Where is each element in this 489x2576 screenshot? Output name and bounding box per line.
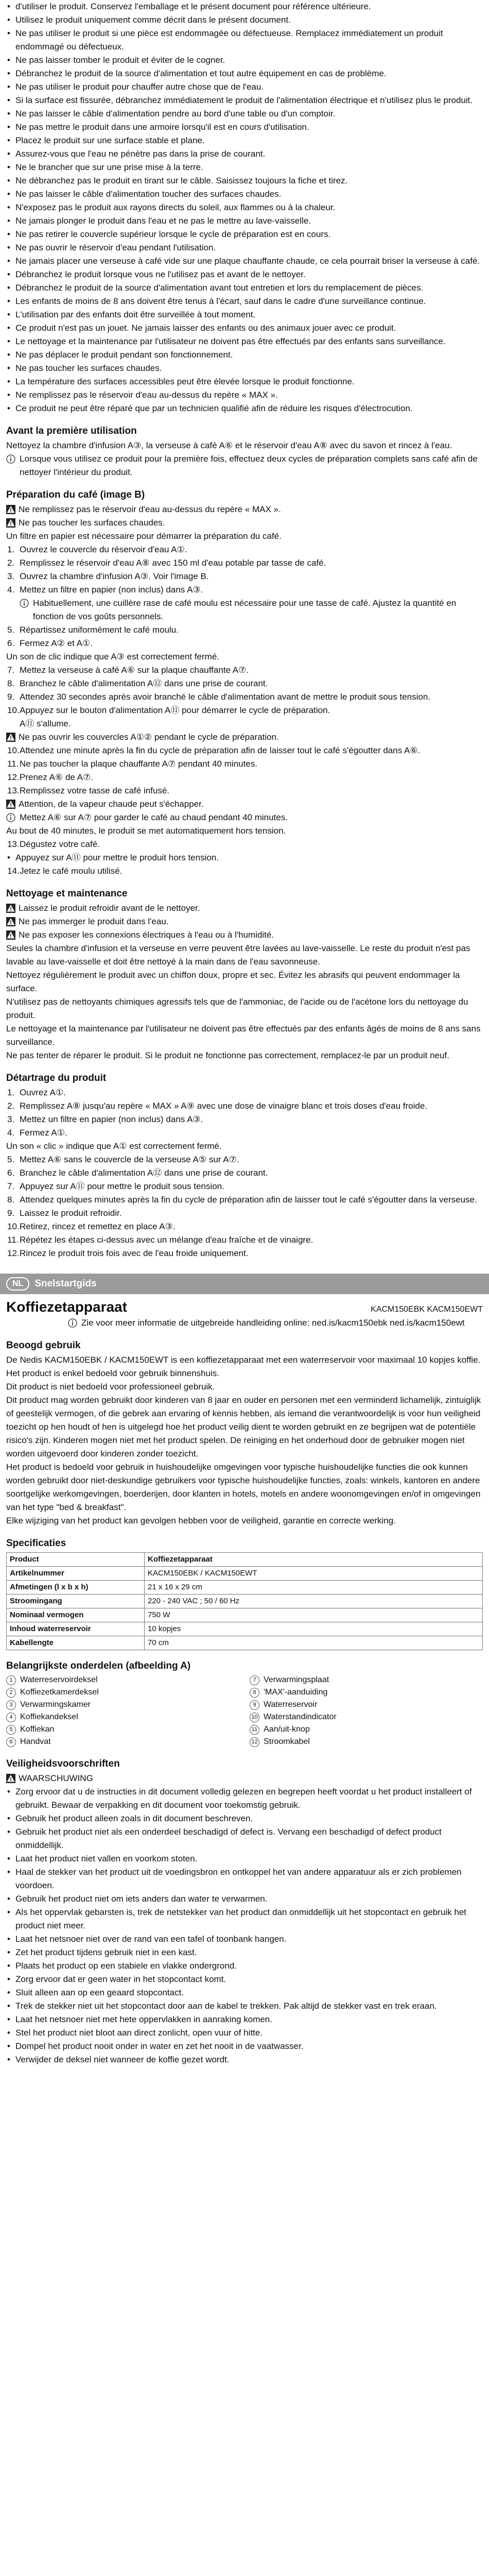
warning-line	[6, 1772, 483, 1785]
part-label: Waterreservoirdeksel	[20, 1675, 98, 1684]
warning-line	[6, 516, 483, 530]
list-item: • Ne pas laisser tomber le produit et éviter de le cogner.	[6, 54, 483, 67]
intended-use-paragraph: De Nedis KACM150EBK / KACM150EWT is een koffiezetapparaat met een waterreservoir voor maximaal 10 kopjes koffie.	[6, 1355, 481, 1365]
nl-safety-list	[6, 1785, 483, 2066]
step-item: Remplissez le réservoir d'eau A⑧ avec 150 ml d'eau potable par tasse de café.	[20, 558, 326, 568]
prep-steps	[6, 543, 483, 597]
list-item: • Gebruik het product niet als een onderdeel beschadigd of defect is. Vervang een beschadigd of defect product onmiddellijk.	[6, 1825, 483, 1852]
lights-text: A⑪ s'allume.	[20, 719, 71, 728]
warning-line	[6, 731, 483, 744]
list-item: • La température des surfaces accessibles peut être élevée lorsque le produit fonctionne.	[6, 375, 483, 388]
list-item: • Gebruik het product niet om iets anders dan water te verwarmen.	[6, 1892, 483, 1906]
specifications-table	[6, 1552, 483, 1650]
intended-use-paragraph: Dit product is niet bedoeld voor professioneel gebruik.	[6, 1382, 215, 1392]
list-item: • Zorg ervoor dat u de instructies in dit document volledig gelezen en begrepen heeft voordat u het product installeert of gebruikt. Bewaar de verpakking en dit document voor toekomstig gebruik.	[6, 1785, 483, 1812]
cleaning-paragraph: Le nettoyage et la maintenance par l'utilisateur ne doivent pas être effectués par des enfants âgés de moins de 8 ans sans surveillance.	[6, 1024, 481, 1047]
step-item: Retirez, rincez et remettez en place A③.	[20, 1222, 176, 1231]
list-item: • Placez le produit sur une surface stable et plane.	[6, 134, 483, 147]
part-number: 6	[6, 1737, 16, 1747]
part-number: 3	[6, 1700, 16, 1710]
list-item: • Zet het product tijdens gebruik niet in een kast.	[6, 1946, 483, 1959]
product-header	[6, 1298, 483, 1316]
list-item: • Ne remplissez pas le réservoir d'eau au-dessus du repère « MAX ».	[6, 388, 483, 402]
warning-line	[6, 902, 483, 915]
prep-intro: Un filtre en papier est nécessaire pour démarrer la préparation du café.	[6, 531, 282, 541]
prep-steps	[6, 838, 483, 851]
list-item: • Ne pas toucher les surfaces chaudes.	[6, 362, 483, 375]
spec-label: Kabellengte	[7, 1636, 145, 1650]
spec-value: KACM150EBK / KACM150EWT	[145, 1567, 483, 1581]
language-section-bar	[0, 1274, 489, 1294]
warning-line	[6, 928, 483, 942]
step-item: Attendez une minute après la fin du cycle de préparation afin de laisser tout le café s'égoutter dans A⑥.	[20, 745, 421, 755]
first-use-heading: Avant la première utilisation	[6, 426, 137, 436]
warning-icon	[6, 917, 15, 926]
list-item: • Dompel het product nooit onder in water en zet het nooit in de vaatwasser.	[6, 2040, 483, 2053]
part-item	[6, 1736, 239, 1748]
safety-heading: Veiligheidsvoorschriften	[6, 1758, 120, 1769]
list-item: • Sluit alleen aan op een geaard stopcontact.	[6, 1986, 483, 1999]
part-number: 5	[6, 1725, 16, 1735]
list-item: • Débranchez le produit lorsque vous ne l'utilisez pas et avant de le nettoyer.	[6, 268, 483, 281]
descale-steps	[6, 1086, 483, 1140]
descale-steps	[6, 1153, 483, 1260]
list-item: • Débranchez le produit de la source d'alimentation et tout autre équipement en cas de problème.	[6, 67, 483, 80]
table-header-row	[7, 1553, 483, 1567]
spec-value: 220 - 240 VAC ; 50 / 60 Hz	[145, 1595, 483, 1608]
step-item: Dégustez votre café.	[20, 839, 100, 849]
list-item: • d'utiliser le produit. Conservez l'emballage et le présent document pour référence ultérieure.	[6, 0, 483, 13]
list-item: • Ne débranchez pas le produit en tirant sur le câble. Saisissez toujours la fiche et tirez.	[6, 174, 483, 188]
section-title: Snelstartgids	[34, 1278, 97, 1289]
descale-heading: Détartrage du produit	[6, 1073, 107, 1083]
info-icon	[6, 454, 15, 464]
info-icon	[6, 813, 15, 822]
list-item: • Ne pas utiliser le produit pour chauffer autre chose que de l'eau.	[6, 80, 483, 94]
part-item	[250, 1686, 483, 1699]
product-title: Koffiezetapparaat	[6, 1299, 127, 1315]
step-item: Laissez le produit refroidir.	[20, 1208, 122, 1218]
list-item: • Appuyez sur A⑪ pour mettre le produit hors tension.	[6, 851, 483, 865]
list-item: • Ne pas mettre le produit dans une armoire lorsqu'il est en cours d'utilisation.	[6, 121, 483, 134]
spec-label: Stroomingang	[7, 1595, 145, 1608]
part-item	[250, 1723, 483, 1736]
step-item: Jetez le café moulu utilisé.	[20, 866, 123, 876]
intended-use-paragraph: Het product is bedoeld voor gebruik in huishoudelijke omgevingen voor typische huishoudelijke functies die ook kunnen worden gebruikt door niet-deskundige gebruikers voor typische huishoudelijke functies, zoals: winkels, kantoren en andere soortgelijke werkomgevingen, boerderijen, door klanten in hotels, motels en andere woonomgevingen en/of in omgevingen van het type "bed & breakfast".	[6, 1462, 481, 1512]
after-40-text: Au bout de 40 minutes, le produit se met automatiquement hors tension.	[6, 826, 286, 836]
warning-icon	[6, 518, 15, 528]
prep-steps	[6, 744, 483, 798]
step-item: Rincez le produit trois fois avec de l'eau froide uniquement.	[20, 1248, 249, 1258]
list-item: • Ne jamais plonger le produit dans l'eau et ne pas le mettre au lave-vaisselle.	[6, 214, 483, 228]
table-row	[7, 1595, 483, 1608]
click-text: Un son de clic indique que A③ est correctement fermé.	[6, 652, 220, 662]
more-info-note	[68, 1316, 483, 1330]
more-info-text: Zie voor meer informatie de uitgebreide handleiding online: ned.is/kacm150ebk ned.is/kacm150ewt	[81, 1318, 465, 1328]
spec-value: 10 kopjes	[145, 1622, 483, 1636]
parts-list	[6, 1674, 483, 1748]
list-item: • N'exposez pas le produit aux rayons directs du soleil, aux flammes ou à la chaleur.	[6, 201, 483, 214]
part-number: 9	[250, 1700, 259, 1710]
list-item: • Les enfants de moins de 8 ans doivent être tenus à l'écart, sauf dans le cadre d'une surveillance continue.	[6, 295, 483, 308]
part-number: 11	[250, 1725, 259, 1735]
prep-steps	[6, 865, 483, 878]
part-item	[6, 1711, 239, 1723]
step-item: Remplissez votre tasse de café infusé.	[20, 786, 170, 795]
list-item: • Débranchez le produit de la source d'alimentation avant tout entretien et lors du remplacement de pièces.	[6, 281, 483, 295]
list-item: • Ce produit n'est pas un jouet. Ne jamais laisser des enfants ou des animaux jouer avec ce produit.	[6, 321, 483, 335]
warning-line	[6, 915, 483, 928]
warning-text: Attention, de la vapeur chaude peut s'échapper.	[19, 799, 204, 809]
warning-text: Ne pas exposer les connexions électriques à l'eau ou à l'humidité.	[19, 930, 274, 940]
warning-text: Ne pas toucher les surfaces chaudes.	[19, 518, 165, 528]
step-item: Appuyez sur A⑪ pour mettre le produit sous tension.	[20, 1181, 224, 1191]
warning-icon	[6, 505, 15, 514]
list-item: • Trek de stekker niet uit het stopcontact door aan de kabel te trekken. Pak altijd de stekker vast en trek eraan.	[6, 1999, 483, 2013]
warning-line	[6, 503, 483, 516]
table-row	[7, 1567, 483, 1581]
list-item: • Zorg ervoor dat er geen water in het stopcontact komt.	[6, 1973, 483, 1986]
click-text: Un son « clic » indique que A① est correctement fermé.	[6, 1141, 222, 1151]
list-item: • Ce produit ne peut être réparé que par un technicien qualifié afin de réduire les risques d'électrocution.	[6, 402, 483, 415]
table-row	[7, 1608, 483, 1622]
list-item: • Ne le brancher que sur une prise mise à la terre.	[6, 161, 483, 174]
part-item	[250, 1736, 483, 1748]
list-item: • Haal de stekker van het product uit de voedingsbron en ontkoppel het van andere apparatuur als er zich problemen voordoen.	[6, 1866, 483, 1892]
table-header-cell: Koffiezetapparaat	[145, 1553, 483, 1567]
step-item: Ouvrez la chambre d'infusion A③. Voir l'image B.	[20, 571, 209, 581]
cleaning-paragraph: Seules la chambre d'infusion et la verseuse en verre peuvent être lavées au lave-vaisselle. Le reste du produit n'est pas lavable au lave-vaisselle et doit être nettoyé à la main dans de l'eau savonneuse.	[6, 943, 470, 967]
part-label: Koffiekandeksel	[20, 1713, 78, 1721]
step-item: Mettez A⑥ sans le couvercle de la verseuse A⑤ sur A⑦.	[20, 1155, 239, 1164]
step-item: Mettez un filtre en papier (non inclus) dans A③.	[20, 585, 203, 595]
intended-use-heading: Beoogd gebruik	[6, 1340, 81, 1351]
cleaning-paragraph: N'utilisez pas de nettoyants chimiques agressifs tels que de l'ammoniac, de l'acide ou de l'acétone lors du nettoyage du produit.	[6, 997, 468, 1020]
part-item	[250, 1674, 483, 1686]
warning-text: Ne pas immerger le produit dans l'eau.	[19, 917, 169, 926]
list-item: • Ne pas laisser le câble d'alimentation pendre au bord d'une table ou d'un comptoir.	[6, 107, 483, 121]
list-item: • Laat het product niet vallen en voorkom stoten.	[6, 1852, 483, 1866]
step-item: Attendez 30 secondes après avoir branché le câble d'alimentation avant de mettre le produit sous tension.	[20, 692, 431, 702]
list-item: • Ne pas ouvrir le réservoir d'eau pendant l'utilisation.	[6, 241, 483, 255]
part-label: Waterreservoir	[264, 1700, 318, 1709]
part-label: Verwarmingskamer	[20, 1700, 91, 1709]
warning-text: Ne pas ouvrir les couvercles A①② pendant le cycle de préparation.	[19, 732, 279, 742]
warning-icon	[6, 930, 15, 940]
list-item: • Verwijder de deksel niet wanneer de koffie gezet wordt.	[6, 2053, 483, 2066]
note-text: Habituellement, une cuillère rase de café moulu est nécessaire pour une tasse de café. Ajustez la quantité en fonction de vos goûts personnels.	[33, 598, 457, 621]
warning-icon	[6, 1774, 15, 1783]
list-item: • Plaats het product op een stabiele en vlakke ondergrond.	[6, 1959, 483, 1973]
part-number: 12	[250, 1737, 259, 1747]
fr-safety-list	[6, 0, 483, 415]
step-item: Fermez A② et A①.	[20, 638, 93, 648]
parts-column-left	[6, 1674, 239, 1748]
part-label: Koffiekan	[20, 1725, 55, 1734]
spec-label: Inhoud waterreservoir	[7, 1622, 145, 1636]
list-item: • Ne jamais placer une verseuse à café vide sur une plaque chauffante chaude, ce cela pourrait briser la verseuse à café.	[6, 255, 483, 268]
warning-label: WAARSCHUWING	[19, 1773, 93, 1783]
part-number: 8	[250, 1688, 259, 1698]
table-row	[7, 1636, 483, 1650]
step-item: Ouvrez A①.	[20, 1088, 66, 1097]
spec-label: Nominaal vermogen	[7, 1608, 145, 1622]
part-number: 2	[6, 1688, 16, 1698]
cleaning-paragraph: Nettoyez régulièrement le produit avec un chiffon doux, propre et sec. Évitez les abrasifs qui peuvent endommager la surface.	[6, 970, 460, 993]
part-item	[250, 1699, 483, 1711]
step-item: Mettez un filtre en papier (non inclus) dans A③.	[20, 1114, 203, 1124]
cleaning-heading: Nettoyage et maintenance	[6, 888, 128, 899]
part-item	[6, 1686, 239, 1699]
list-item: • Laat het netsnoer niet met hete oppervlakken in aanraking komen.	[6, 2013, 483, 2026]
step-item: Prenez A⑥ de A⑦.	[20, 772, 93, 782]
list-item: • Laat het netsnoer niet over de rand van een tafel of toonbank hangen.	[6, 1933, 483, 1946]
list-item: • Ne pas laisser le câble d'alimentation toucher des surfaces chaudes.	[6, 188, 483, 201]
part-item	[250, 1711, 483, 1723]
spec-label: Artikelnummer	[7, 1567, 145, 1581]
list-item: • Ne pas déplacer le produit pendant son fonctionnement.	[6, 348, 483, 362]
prep-heading: Préparation du café (image B)	[6, 489, 145, 500]
part-label: Koffiezetkamerdeksel	[20, 1688, 99, 1697]
language-badge: NL	[6, 1277, 29, 1291]
step-note	[6, 597, 483, 623]
specifications-heading: Specificaties	[6, 1538, 66, 1549]
info-icon	[20, 599, 29, 608]
warning-line	[6, 798, 483, 811]
step-item: Branchez le câble d'alimentation A⑫ dans une prise de courant.	[20, 1168, 268, 1178]
list-item: • Le nettoyage et la maintenance par l'utilisateur ne doivent pas être effectués par des enfants sans surveillance.	[6, 335, 483, 348]
list-item: • Gebruik het product alleen zoals in dit document beschreven.	[6, 1812, 483, 1825]
part-number: 1	[6, 1675, 16, 1685]
list-item: • Utilisez le produit uniquement comme décrit dans le présent document.	[6, 13, 483, 27]
part-item	[6, 1723, 239, 1736]
list-item: • Assurez-vous que l'eau ne pénètre pas dans la prise de courant.	[6, 147, 483, 161]
list-item: • L'utilisation par des enfants doit être surveillée à tout moment.	[6, 308, 483, 321]
intended-use-paragraph: Elke wijziging van het product kan gevolgen hebben voor de veiligheid, garantie en correcte werking.	[6, 1516, 396, 1526]
part-item	[6, 1699, 239, 1711]
step-item: Répétez les étapes ci-dessus avec un mélange d'eau fraîche et de vinaigre.	[20, 1235, 313, 1245]
table-row	[7, 1622, 483, 1636]
note-text: Lorsque vous utilisez ce produit pour la première fois, effectuez deux cycles de préparation complets sans café afin de nettoyer l'intérieur du produit.	[20, 454, 478, 477]
step-item: Fermez A①.	[20, 1128, 67, 1138]
warning-text: Ne remplissez pas le réservoir d'eau au-dessus du repère « MAX ».	[19, 504, 281, 514]
note-text: Mettez A⑥ sur A⑦ pour garder le café au chaud pendant 40 minutes.	[20, 812, 288, 822]
table-header-cell: Product	[7, 1553, 145, 1567]
part-item	[6, 1674, 239, 1686]
first-use-note	[6, 452, 483, 479]
intended-use-paragraph: Het product is enkel bedoeld voor gebruik binnenshuis.	[6, 1368, 219, 1378]
list-item: • Stel het product niet bloot aan direct zonlicht, open vuur of hitte.	[6, 2026, 483, 2040]
spec-value: 21 x 16 x 29 cm	[145, 1581, 483, 1595]
warning-icon	[6, 904, 15, 913]
prep-bullet	[6, 851, 483, 865]
table-row	[7, 1581, 483, 1595]
step-item: Attendez quelques minutes après la fin du cycle de préparation afin de laisser tout le café s'égoutter dans la verseuse.	[20, 1195, 477, 1205]
spec-value: 70 cm	[145, 1636, 483, 1650]
list-item: • Ne pas utiliser le produit si une pièce est endommagée ou défectueuse. Remplacez immédiatement un produit endommagé ou défectueux.	[6, 27, 483, 54]
part-label: Aan/uit-knop	[264, 1725, 310, 1734]
warning-text: Laissez le produit refroidir avant de le nettoyer.	[19, 903, 200, 913]
list-item: • Si la surface est fissurée, débranchez immédiatement le produit de l'alimentation électrique et n'utilisez plus le produit.	[6, 94, 483, 107]
part-label: Verwarmingsplaat	[264, 1675, 329, 1684]
keepwarm-note	[6, 811, 483, 824]
part-number: 7	[250, 1675, 259, 1685]
part-number: 10	[250, 1713, 259, 1722]
step-item: Mettez la verseuse à café A⑥ sur la plaque chauffante A⑦.	[20, 665, 249, 675]
spec-value: 750 W	[145, 1608, 483, 1622]
cleaning-paragraph: Ne pas tenter de réparer le produit. Si le produit ne fonctionne pas correctement, remplacez-le par un produit neuf.	[6, 1050, 449, 1060]
part-number: 4	[6, 1713, 16, 1722]
intended-use-paragraph: Dit product mag worden gebruikt door kinderen van 8 jaar en ouder en personen met een verminderd lichamelijk, zintuiglijk of geestelijk vermogen, of die gebrek aan ervaring of kennis hebben, als iemand die verantwoordelijk is voor hun veiligheid toezicht op hen houdt of hen is uitgelegd hoe het product veilig dient te worden gebruikt en ze begrijpen wat de potentiële risico's zijn. Kinderen mogen niet met het product spelen. De reiniging en het onderhoud door de gebruiker mogen niet worden uitgevoerd door kinderen zonder toezicht.	[6, 1395, 481, 1459]
step-item: Répartissez uniformément le café moulu.	[20, 625, 179, 635]
spec-label: Afmetingen (l x b x h)	[7, 1581, 145, 1595]
step-item: Appuyez sur le bouton d'alimentation A⑪ pour démarrer le cycle de préparation.	[20, 705, 330, 715]
warning-icon	[6, 800, 15, 809]
prep-steps	[6, 664, 483, 717]
model-numbers: KACM150EBK KACM150EWT	[371, 1305, 483, 1314]
step-item: Ouvrez le couvercle du réservoir d'eau A①.	[20, 545, 187, 554]
part-label: 'MAX'-aanduiding	[264, 1688, 328, 1697]
parts-heading: Belangrijkste onderdelen (afbeelding A)	[6, 1660, 191, 1671]
parts-column-right	[250, 1674, 483, 1748]
list-item: • Ne pas retirer le couvercle supérieur lorsque le cycle de préparation est en cours.	[6, 228, 483, 241]
warning-icon	[6, 733, 15, 742]
part-label: Handvat	[20, 1737, 51, 1746]
step-item: Ne pas toucher la plaque chauffante A⑦ pendant 40 minutes.	[20, 759, 257, 769]
step-item: Branchez le câble d'alimentation A⑫ dans une prise de courant.	[20, 679, 268, 688]
info-icon	[68, 1318, 77, 1328]
part-label: Stroomkabel	[264, 1737, 310, 1746]
first-use-text: Nettoyez la chambre d'infusion A③, la verseuse à café A⑥ et le réservoir d'eau A⑧ avec du savon et rincez à l'eau.	[6, 440, 452, 450]
prep-steps	[6, 623, 483, 650]
part-label: Waterstandindicator	[264, 1713, 337, 1721]
step-item: Remplissez A⑧ jusqu'au repère « MAX » A⑨ avec une dose de vinaigre blanc et trois doses d'eau froide.	[20, 1101, 428, 1111]
list-item: • Als het oppervlak gebarsten is, trek de netstekker van het product dan onmiddellijk uit het stopcontact en gebruik het product niet meer.	[6, 1906, 483, 1933]
